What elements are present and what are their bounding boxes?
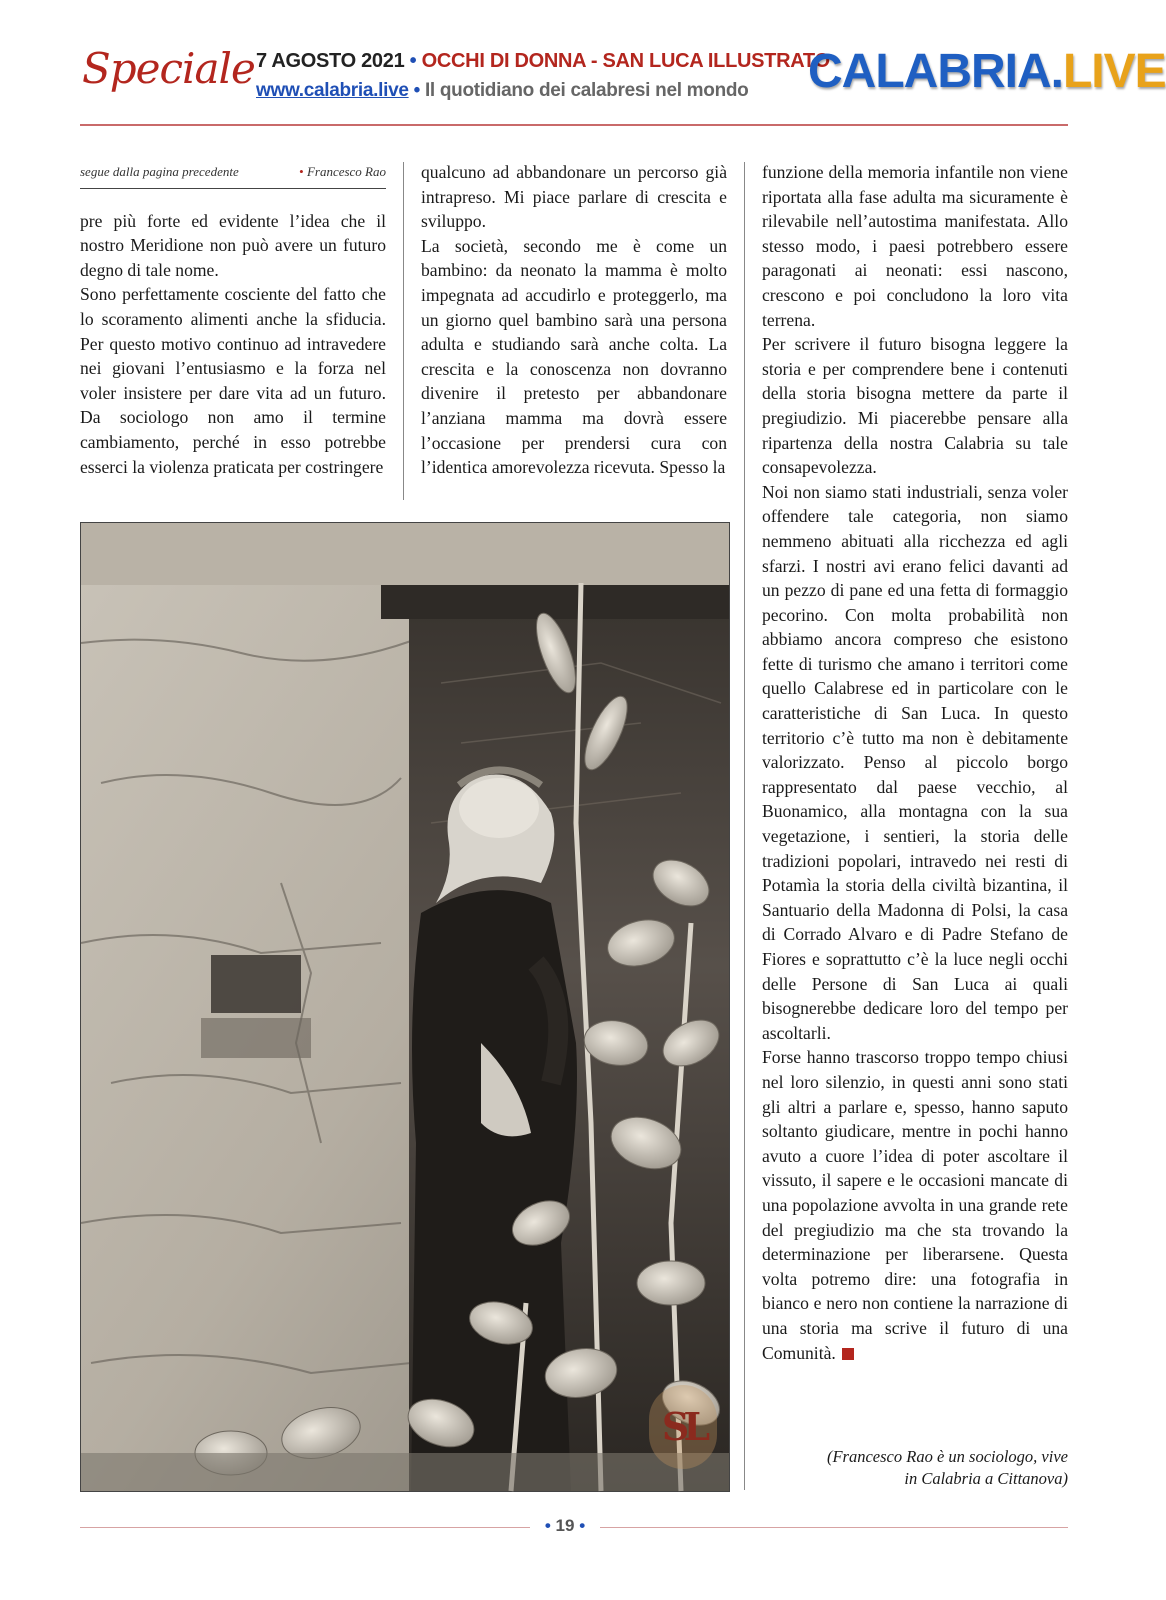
byline-author [299, 160, 386, 185]
footer-divider [80, 1527, 530, 1528]
issue-line [256, 50, 830, 73]
brand-logo-part2: LIVE [1062, 45, 1166, 98]
author-credit [762, 1446, 1068, 1490]
paragraph: pre più forte ed evidente l’idea che il nostro Meridione non può avere un futuro degno di tale nome. [80, 210, 386, 280]
issue-date: 7 AGOSTO 2021 [256, 50, 405, 72]
brand-logo [808, 44, 1166, 99]
page-header [0, 0, 1166, 126]
paragraph: Sono perfettamente cosciente del fatto che lo scoramento alimenti anche la sfiducia. Per questo motivo continuo ad intravedere nei giovani l’entusiasmo e la forza nel voler insistere per dare vita ad un futuro. Da sociologo non amo il termine cambiamento, perché in esso potrebbe esserci la violenza praticata per costringere [80, 284, 386, 477]
end-of-article-icon [842, 1348, 854, 1360]
header-divider [80, 124, 1068, 126]
continued-note: segue dalla pagina precedente [80, 164, 239, 179]
site-url-link[interactable]: www.calabria.live [256, 80, 409, 101]
paragraph: qualcuno ad abbandonare un percorso già intrapreso. Mi piace parlare di crescita e sviluppo. [421, 162, 727, 232]
bullet-icon: • [409, 50, 417, 72]
bullet-icon: • [579, 1516, 586, 1535]
article-photo [80, 522, 730, 1492]
column-divider [403, 162, 404, 500]
paragraph [762, 1045, 1068, 1365]
issue-title: OCCHI DI DONNA - SAN LUCA ILLUSTRATO [421, 50, 830, 72]
bullet-icon: • [544, 1516, 551, 1535]
bullet-icon: • [299, 164, 304, 179]
watermark-logo: SL [649, 1385, 717, 1469]
article-column-3 [762, 160, 1068, 1365]
page-number [530, 1516, 600, 1536]
paragraph: Per scrivere il futuro bisogna leggere la storia e per comprendere bene i contenuti della storia bisogna mettere da parte il pregiudizio. Mi piacerebbe pensare alla ripartenza della nostra Calabria su tale consapevolezza. [762, 334, 1068, 478]
column-divider [744, 162, 745, 1490]
bullet-icon: • [413, 80, 420, 101]
author-credit-line: in Calabria a Cittanova) [904, 1469, 1068, 1488]
author-credit-line: (Francesco Rao è un sociologo, vive [826, 1447, 1068, 1466]
author-name: Francesco Rao [306, 164, 386, 179]
woman-in-doorway-photo [81, 523, 729, 1491]
section-label: Speciale [82, 44, 255, 93]
footer-divider [600, 1527, 1068, 1528]
paragraph-text: Forse hanno trascorso troppo tempo chiusi nel loro silenzio, in questi anni sono stati gli altri a parlare e, spesso, hanno saputo soltanto giudicare, mentre in pochi hanno avuto a cuore l’idea di poter ascoltare il vissuto, il sapere e le occasioni mancate di una popolazione avvolta in una grande rete del pregiudizio ma che sta trovando la determinazione per liberarsene. Questa volta potremo dire: una fotografia in bianco e nero non contiene la narrazione di una storia ma scrive il futuro di una Comunità. [762, 1047, 1068, 1363]
brand-logo-part1: CALABRIA. [808, 45, 1063, 98]
paragraph: La società, secondo me è come un bambino: da neonato la mamma è molto impegnata ad accudirlo e proteggerlo, ma un giorno quel bambino sarà una persona adulta e studiando sarà anche colta. La crescita e la conoscenza non dovranno divenire il pretesto per abbandonare l’anziana mamma ma dovrà essere l’occasione per prendersi cura con l’identica amorevolezza ricevuta. Spesso la [421, 235, 727, 478]
article-column-1 [80, 160, 386, 479]
paragraph: funzione della memoria infantile non viene riportata alla fase adulta ma sicuramente è rilevabile nell’autostima manifestata. Allo stesso modo, i paesi potrebbero essere paragonati ai neonati: essi nascono, crescono e poi concludono la loro vita terrena. [762, 162, 1068, 330]
paragraph: Noi non siamo stati industriali, senza voler offendere tale categoria, non siamo nemmeno abituati alla ricchezza ed agli sfarzi. I nostri avi erano felici davanti ad un pezzo di pane ed una fetta di formaggio pecorino. Con molta probabilità non abbiamo ancora compreso che esistono fette di turismo che amano i territori come quello Calabrese ed in particolare con le caratteristiche di San Luca. In questo territorio c’è tutto ma non è debitamente valorizzato. Penso al piccolo borgo rappresentato dal paese vecchio, al Buonamico, alla montagna con la sua vegetazione, i sentieri, la storia delle tradizioni popolari, intravedo nei resti di Potamìa la storia della civiltà bizantina, il Santuario della Madonna di Polsi, la casa di Corrado Alvaro e di Padre Stefano de Fiores e soprattutto c’è la luce negli occhi delle Persone di San Luca ai quali bisognerebbe dedicare loro del tempo per ascoltarli. [762, 481, 1068, 1043]
site-tagline: Il quotidiano dei calabresi nel mondo [424, 80, 749, 101]
byline [80, 160, 386, 189]
page-number-value: 19 [555, 1516, 575, 1535]
article-column-2 [421, 160, 727, 480]
site-line [256, 80, 749, 102]
